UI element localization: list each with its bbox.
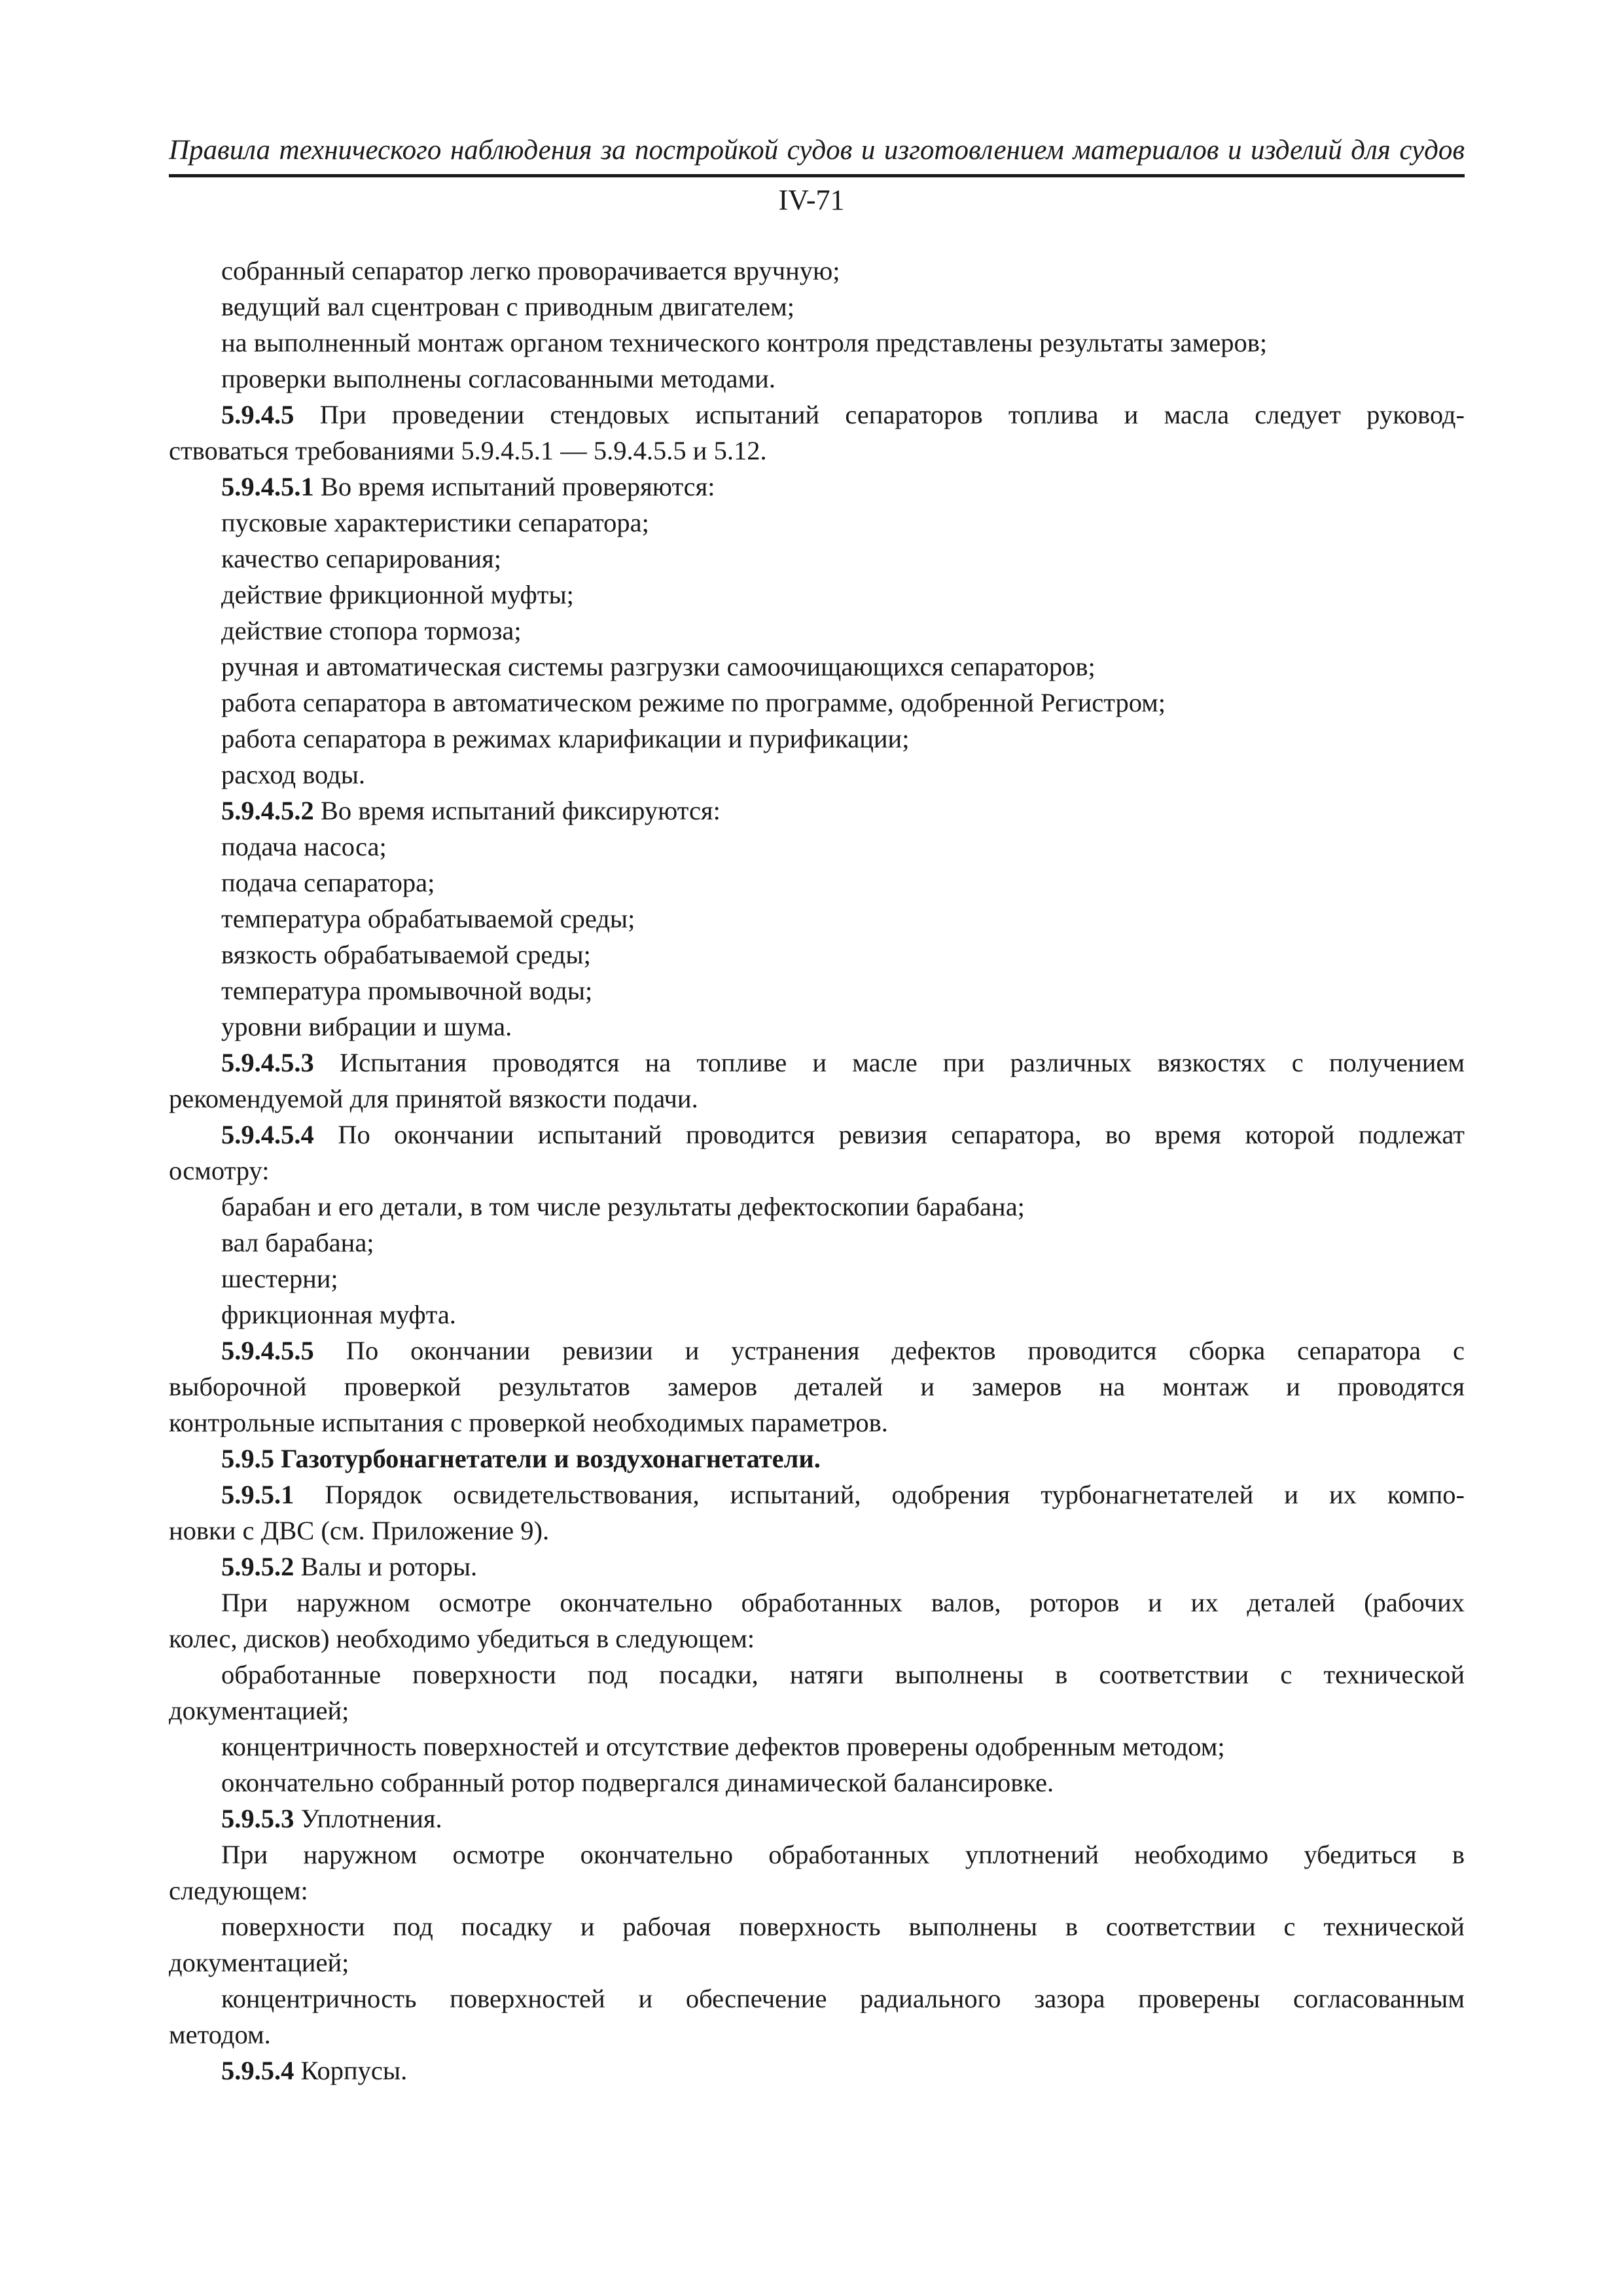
text-line: рекомендуемой для принятой вязкости подачи. — [169, 1084, 698, 1113]
text-line: температура промывочной воды; — [221, 976, 593, 1005]
text-line: методом. — [169, 2020, 271, 2049]
text-line: пусковые характеристики сепаратора; — [221, 508, 649, 537]
paragraph-line: 5.9.4.5.3 Испытания проводятся на топливе и масле при различных вязкостях с получением — [221, 1048, 1465, 1077]
clause-number: 5.9.4.5.1 — [221, 472, 314, 501]
clause-number: 5.9.5.2 — [221, 1552, 294, 1581]
text-line: расход воды. — [221, 760, 366, 789]
text-line: ведущий вал сцентрован с приводным двигателем; — [221, 292, 795, 321]
text-line: документацией; — [169, 1948, 349, 1977]
running-header-title: Правила технического наблюдения за постройкой судов и изготовлением материалов и изделий для судов — [169, 135, 1465, 166]
paragraph-line: 5.9.4.5 При проведении стендовых испытаний сепараторов топлива и масла следует руковод- — [221, 400, 1465, 429]
text-line: подача сепаратора; — [221, 868, 435, 897]
header-rule — [169, 174, 1465, 177]
text-line: новки с ДВС (см. Приложение 9). — [169, 1516, 550, 1545]
text-line: вал барабана; — [221, 1228, 374, 1257]
paragraph-line: 5.9.4.5.5 По окончании ревизии и устранения дефектов проводится сборка сепаратора с — [221, 1336, 1465, 1365]
text-line: контрольные испытания с проверкой необходимых параметров. — [169, 1408, 888, 1437]
clause-number: 5.9.4.5.2 — [221, 796, 314, 825]
text-line: работа сепаратора в режимах кларификации и пурификации; — [221, 724, 910, 753]
text-line: вязкость обрабатываемой среды; — [221, 940, 591, 969]
text-line: ствоваться требованиями 5.9.4.5.1 — 5.9.4.5.5 и 5.12. — [169, 436, 767, 465]
text-line: окончательно собранный ротор подвергался динамической балансировке. — [221, 1768, 1054, 1797]
text-line: собранный сепаратор легко проворачивается вручную; — [221, 256, 840, 285]
clause-number: 5.9.5.4 — [221, 2056, 294, 2085]
text-line: проверки выполнены согласованными методами. — [221, 364, 776, 393]
text-line: следующем: — [169, 1876, 308, 1905]
paragraph-line: 5.9.5.4 Корпусы. — [221, 2056, 408, 2085]
text-line: концентричность поверхностей и обеспечение радиального зазора проверены согласованным — [221, 1984, 1465, 2013]
text-line: колес, дисков) необходимо убедиться в следующем: — [169, 1624, 755, 1653]
text-line: При наружном осмотре окончательно обработанных уплотнений необходимо убедиться в — [221, 1840, 1465, 1869]
text-line: уровни вибрации и шума. — [221, 1012, 512, 1041]
clause-number: 5.9.5.3 — [221, 1804, 294, 1833]
text-line: ручная и автоматическая системы разгрузки самоочищающихся сепараторов; — [221, 652, 1096, 681]
paragraph-line: 5.9.5.1 Порядок освидетельствования, испытаний, одобрения турбонагнетателей и их компо- — [221, 1480, 1465, 1509]
clause-number: 5.9.4.5.4 — [221, 1120, 314, 1149]
text-line: фрикционная муфта. — [221, 1300, 456, 1329]
text-line: поверхности под посадку и рабочая поверхность выполнены в соответствии с технической — [221, 1912, 1465, 1941]
text-line: При наружном осмотре окончательно обработанных валов, роторов и их деталей (рабочих — [221, 1588, 1465, 1617]
text-line: температура обрабатываемой среды; — [221, 904, 635, 933]
text-line: шестерни; — [221, 1264, 338, 1293]
paragraph-line: 5.9.4.5.4 По окончании испытаний проводится ревизия сепаратора, во время которой подлежат — [221, 1120, 1465, 1149]
text-line: барабан и его детали, в том числе результаты дефектоскопии барабана; — [221, 1192, 1025, 1221]
paragraph-line: 5.9.5.3 Уплотнения. — [221, 1804, 442, 1833]
paragraph-line: 5.9.4.5.1 Во время испытаний проверяются: — [221, 472, 715, 501]
text-line: обработанные поверхности под посадки, натяги выполнены в соответствии с технической — [221, 1660, 1465, 1689]
clause-number: 5.9.4.5.3 — [221, 1048, 314, 1077]
paragraph-line: 5.9.4.5.2 Во время испытаний фиксируются: — [221, 796, 721, 825]
clause-number: 5.9.4.5 — [221, 400, 294, 429]
section-heading — [169, 1441, 1465, 1477]
clause-number: 5.9.4.5.5 — [221, 1336, 314, 1365]
section-title: Газотурбонагнетатели и воздухонагнетатели. — [281, 1444, 821, 1473]
clause-number: 5.9.5 — [221, 1444, 274, 1473]
text-line: качество сепарирования; — [221, 544, 501, 573]
text-line: осмотру: — [169, 1156, 270, 1185]
text-line: действие фрикционной муфты; — [221, 580, 574, 609]
clause-number: 5.9.5.1 — [221, 1480, 294, 1509]
text-line: на выполненный монтаж органом технического контроля представлены результаты замеров; — [221, 328, 1268, 357]
page-number: IV-71 — [778, 184, 845, 216]
text-line: действие стопора тормоза; — [221, 616, 522, 645]
text-line: подача насоса; — [221, 832, 387, 861]
text-line: концентричность поверхностей и отсутствие дефектов проверены одобренным методом; — [221, 1732, 1225, 1761]
text-line: работа сепаратора в автоматическом режиме по программе, одобренной Регистром; — [221, 688, 1166, 717]
paragraph-line: 5.9.5.2 Валы и роторы. — [221, 1552, 478, 1581]
body-text — [169, 253, 1465, 2089]
text-line: документацией; — [169, 1696, 349, 1725]
text-line: выборочной проверкой результатов замеров деталей и замеров на монтаж и проводятся — [169, 1372, 1465, 1401]
